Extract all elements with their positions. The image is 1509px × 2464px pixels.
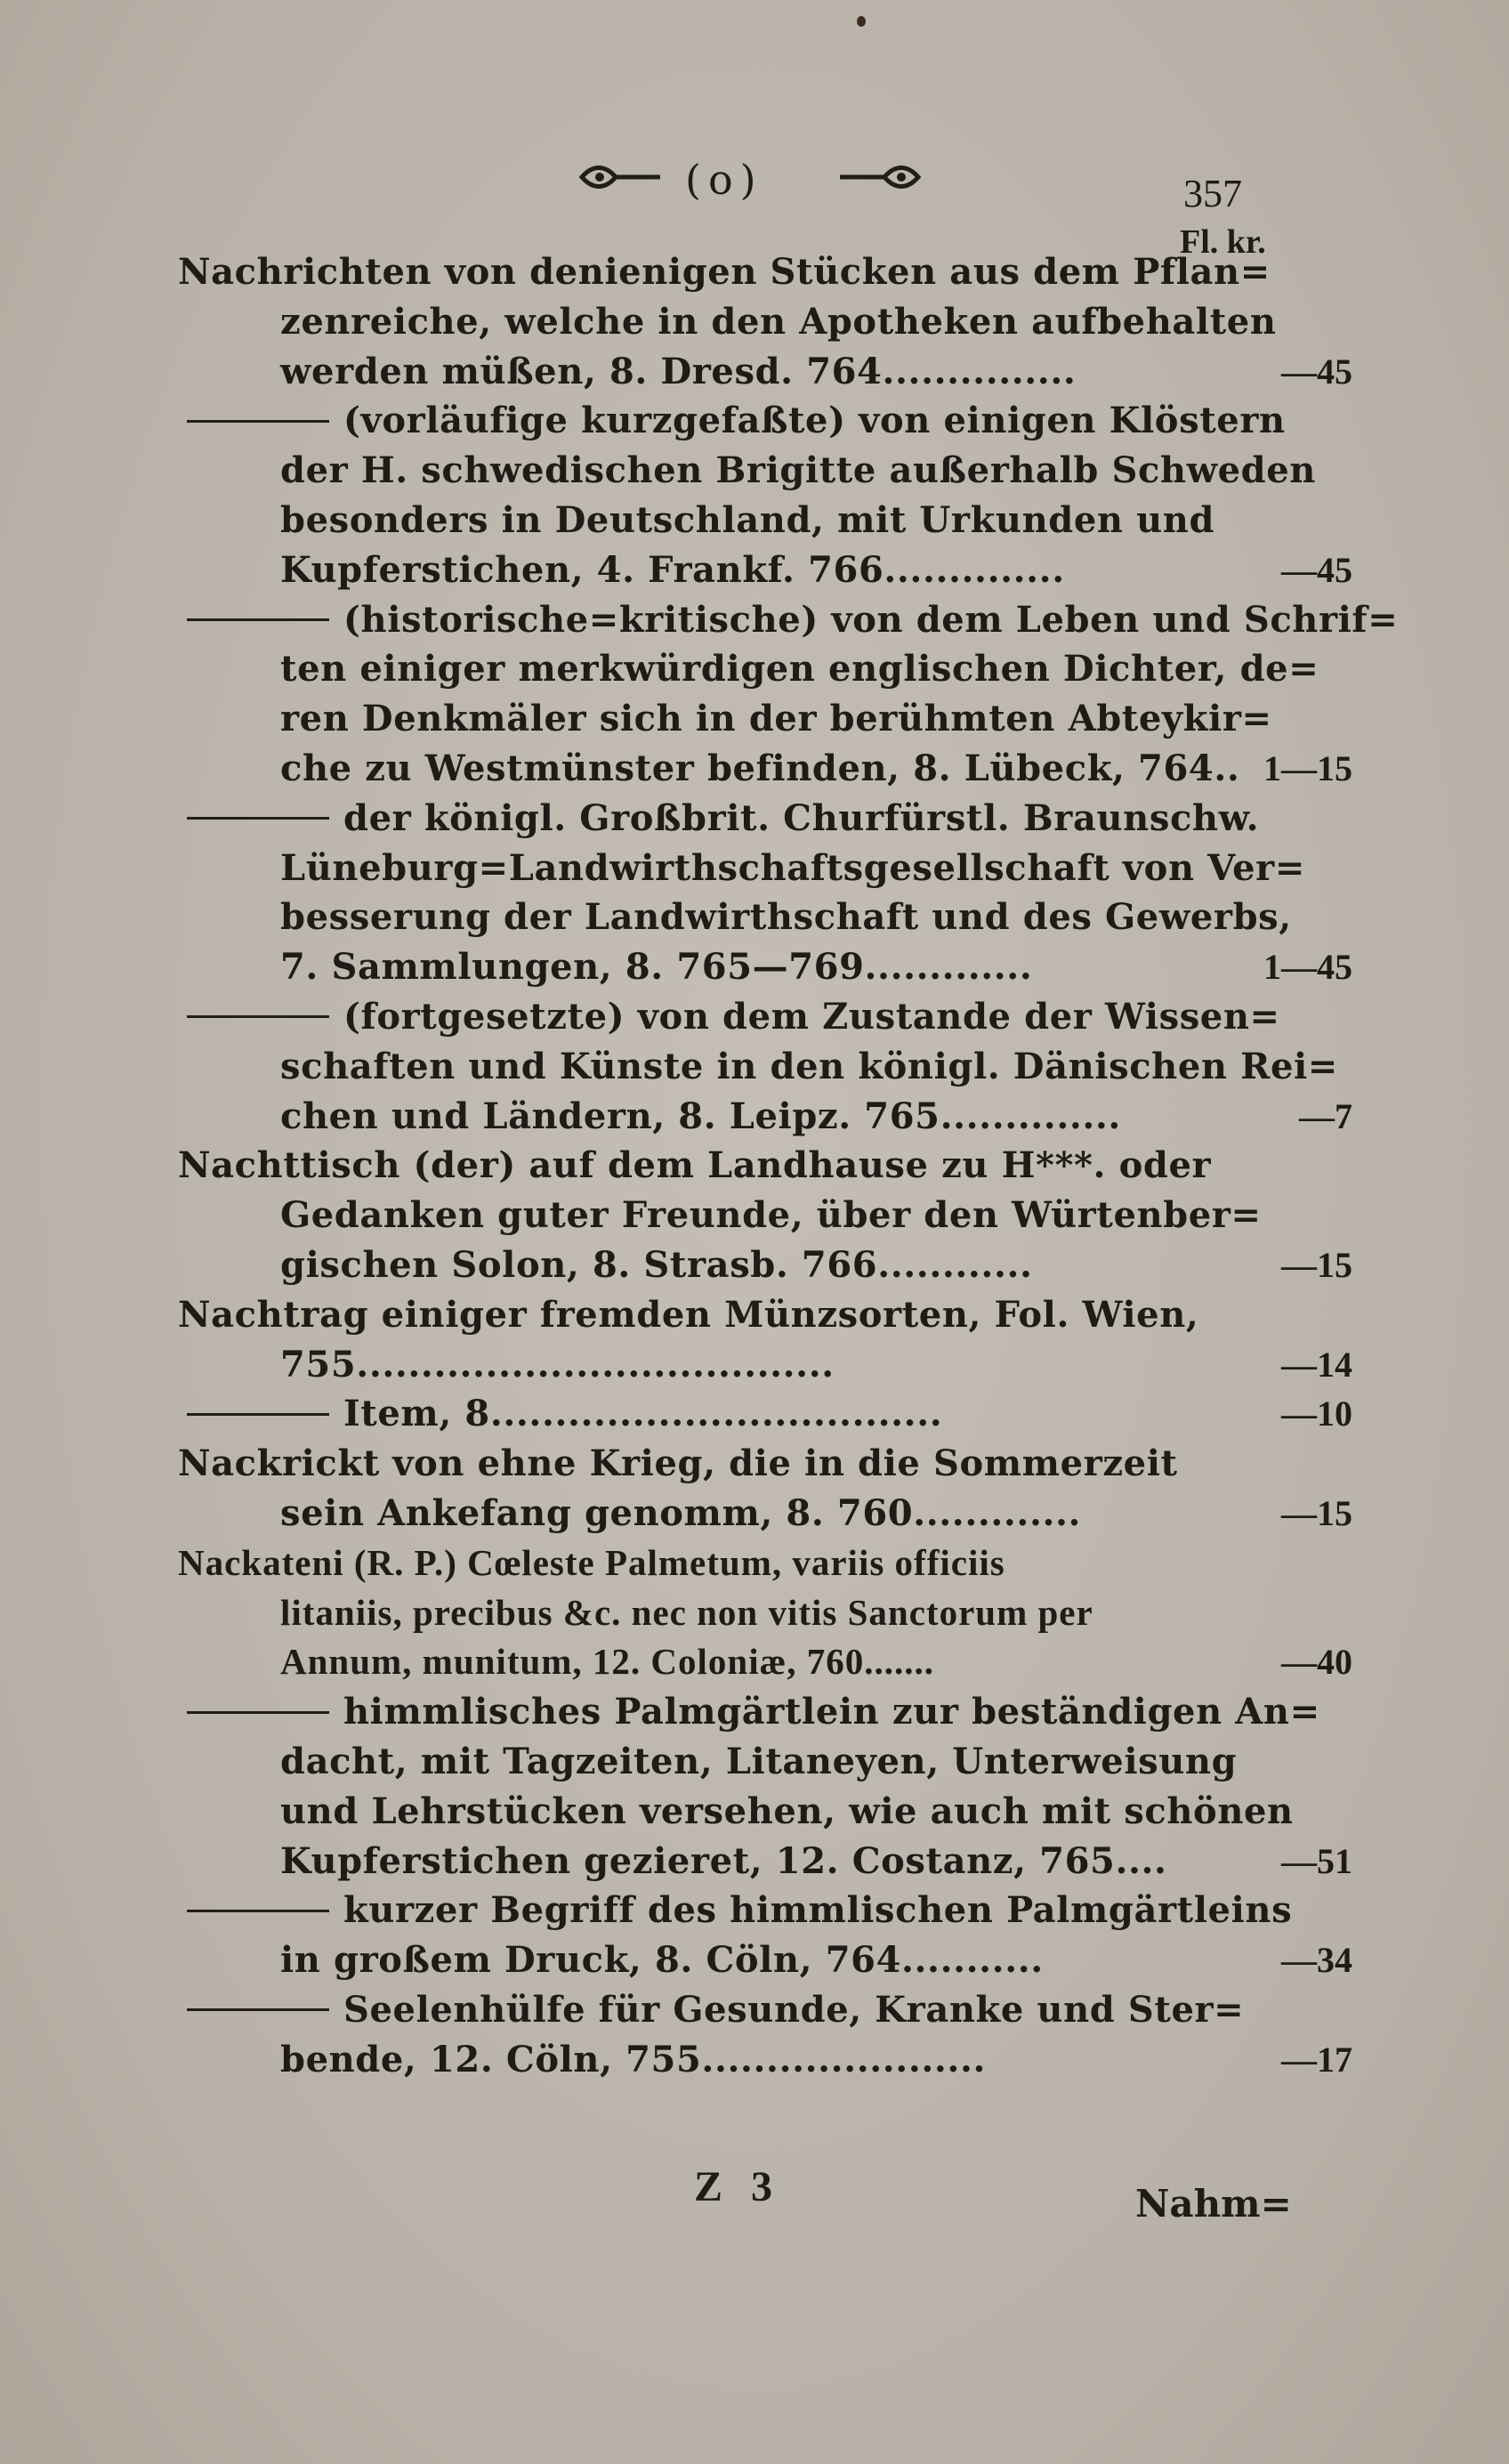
entry-line: [178, 347, 1277, 397]
repeat-dash: [187, 817, 329, 820]
entry-line: [178, 1290, 1199, 1340]
entry-price: —51: [1281, 1840, 1352, 1881]
catalog-entry: [178, 1389, 1352, 1439]
entry-text: werden müßen, 8. Dresd. 764...............: [280, 350, 1077, 392]
catalog-entry: [178, 247, 1352, 396]
entry-line: [178, 694, 1277, 744]
page-signature: (o): [685, 156, 763, 204]
entry-line: [178, 2035, 1277, 2085]
repeat-dash: [187, 1413, 329, 1416]
entry-line: [178, 1092, 1277, 1142]
entry-text: Gedanken guter Freunde, über den Würtenber=: [280, 1194, 1262, 1237]
catalog-entry: [178, 1290, 1352, 1390]
entry-text: und Lehrstücken versehen, wie auch mit schönen: [280, 1789, 1294, 1832]
catchword: Nahm=: [1135, 2182, 1292, 2226]
entry-text: schaften und Künste in den königl. Dänischen Rei=: [280, 1045, 1338, 1087]
entry-text: Kupferstichen, 4. Frankf. 766..............: [280, 548, 1065, 591]
entry-line: [178, 1985, 1245, 2035]
repeat-dash: [187, 1910, 329, 1912]
entry-text: kurzer Begriff des himmlischen Palmgärtleins: [343, 1889, 1293, 1932]
entry-price: —14: [1281, 1344, 1352, 1385]
entry-line: [178, 1935, 1277, 1985]
entry-price: —10: [1281, 1394, 1352, 1434]
repeat-dash: [187, 618, 329, 621]
entry-text: der königl. Großbrit. Churfürstl. Braunschw.: [343, 796, 1260, 839]
entry-line: [178, 1439, 1178, 1489]
entry-text: Nackrickt von ehne Krieg, die in die Sommerzeit: [178, 1442, 1178, 1485]
entry-line: [178, 1141, 1212, 1191]
entry-price: —45: [1281, 351, 1352, 392]
price-column-header: Fl. kr.: [1180, 223, 1266, 261]
entry-line: [178, 1489, 1277, 1539]
entry-text: sein Ankefang genomm, 8. 760.............: [280, 1491, 1082, 1534]
entry-text: in großem Druck, 8. Cöln, 764...........: [280, 1939, 1044, 1982]
entry-price: —15: [1281, 1244, 1352, 1285]
entry-text: Nachtrag einiger fremden Münzsorten, Fol. Wien,: [178, 1293, 1199, 1336]
catalog-entries: [178, 247, 1399, 2084]
page-number: 357: [1183, 172, 1242, 215]
ornament-right-icon: [836, 156, 922, 198]
entry-line: [178, 1886, 1293, 1935]
entry-line: [178, 396, 1286, 446]
entry-text: 7. Sammlungen, 8. 765—769.............: [280, 946, 1033, 989]
catalog-entry: [178, 396, 1352, 594]
entry-line: [178, 595, 1399, 645]
entry-text: Nackateni (R. P.) Cœleste Palmetum, variis officiis: [178, 1541, 1005, 1583]
entry-price: —34: [1281, 1940, 1352, 1981]
entry-line: [178, 297, 1277, 347]
catalog-entry: [178, 794, 1352, 992]
entry-text: Item, 8...................................: [343, 1393, 943, 1435]
entry-price: 1—15: [1263, 747, 1352, 788]
entry-price: —17: [1281, 2039, 1352, 2080]
ink-spot: [857, 16, 866, 27]
entry-line: [178, 1191, 1277, 1240]
catalog-entry: [178, 1985, 1352, 2085]
catalog-entry: [178, 1687, 1352, 1886]
entry-price: —15: [1281, 1492, 1352, 1533]
entry-text: der H. schwedischen Brigitte außerhalb Schweden: [280, 449, 1316, 492]
entry-line: [178, 1737, 1277, 1787]
entry-line: [178, 1042, 1338, 1092]
entry-line: [178, 1340, 1277, 1390]
entry-line: [178, 1588, 1277, 1638]
page-header: [578, 156, 952, 209]
entry-line: [178, 1687, 1320, 1737]
entry-text: (fortgesetzte) von dem Zustande der Wissen=: [343, 995, 1280, 1038]
entry-line: [178, 446, 1316, 496]
entry-line: [178, 545, 1277, 595]
entry-text: besonders in Deutschland, mit Urkunden und: [280, 498, 1215, 541]
entry-text: (historische=kritische) von dem Leben und Schrif=: [343, 598, 1399, 641]
entry-text: (vorläufige kurzgefaßte) von einigen Klöstern: [343, 400, 1286, 442]
entry-text: Nachttisch (der) auf dem Landhause zu H***. oder: [178, 1144, 1212, 1187]
entry-line: [178, 1837, 1277, 1886]
entry-line: [178, 1240, 1277, 1290]
entry-text: chen und Ländern, 8. Leipz. 765..............: [280, 1095, 1121, 1137]
catalog-entry: [178, 595, 1399, 794]
entry-text: Annum, munitum, 12. Coloniæ, 760.......: [280, 1641, 934, 1683]
footer-signature: Z 3: [694, 2163, 782, 2210]
entry-text: Kupferstichen gezieret, 12. Costanz, 765....: [280, 1839, 1167, 1882]
ornament-left-icon: [578, 156, 664, 198]
entry-line: [178, 1637, 1277, 1687]
catalog-entry: [178, 1141, 1352, 1289]
entry-text: 755.....................................: [280, 1343, 835, 1385]
entry-text: Seelenhülfe für Gesunde, Kranke und Ster=: [343, 1988, 1245, 2031]
entry-line: [178, 496, 1277, 545]
repeat-dash: [187, 1015, 329, 1018]
entry-text: ren Denkmäler sich in der berühmten Abteykir=: [280, 698, 1272, 740]
entry-text: bende, 12. Cöln, 755......................: [280, 2038, 986, 2080]
entry-line: [178, 744, 1277, 794]
catalog-entry: [178, 1886, 1352, 1985]
entry-text: ten einiger merkwürdigen englischen Dichter, de=: [280, 648, 1319, 691]
entry-line: [178, 992, 1280, 1042]
entry-text: che zu Westmünster befinden, 8. Lübeck, 764..: [280, 747, 1240, 789]
catalog-entry: [178, 1439, 1352, 1539]
entry-price: —40: [1281, 1642, 1352, 1683]
entry-price: 1—45: [1263, 947, 1352, 988]
entry-line: [178, 644, 1319, 694]
repeat-dash: [187, 2008, 329, 2011]
entry-text: Nachrichten von denienigen Stücken aus dem Pflan=: [178, 251, 1271, 293]
catalog-entry: [178, 992, 1352, 1141]
entry-line: [178, 893, 1292, 942]
repeat-dash: [187, 420, 329, 423]
entry-line: [178, 942, 1277, 992]
entry-line: [178, 1539, 1174, 1588]
entry-price: —7: [1299, 1095, 1352, 1136]
entry-line: [178, 1787, 1294, 1837]
entry-line: [178, 844, 1305, 893]
entry-text: zenreiche, welche in den Apotheken aufbehalten: [280, 300, 1277, 343]
entry-line: [178, 1389, 1174, 1439]
entry-text: Lüneburg=Landwirthschaftsgesellschaft von Ver=: [280, 846, 1305, 889]
entry-line: [178, 794, 1260, 844]
entry-text: gischen Solon, 8. Strasb. 766............: [280, 1243, 1033, 1286]
entry-text: litaniis, precibus &c. nec non vitis Sanctorum per: [280, 1591, 1093, 1633]
catalog-entry: [178, 1539, 1352, 1687]
repeat-dash: [187, 1711, 329, 1714]
entry-price: —45: [1281, 549, 1352, 590]
entry-text: besserung der Landwirthschaft und des Gewerbs,: [280, 896, 1292, 939]
entry-text: himmlisches Palmgärtlein zur beständigen An=: [343, 1691, 1320, 1733]
entry-text: dacht, mit Tagzeiten, Litaneyen, Unterweisung: [280, 1740, 1238, 1782]
entry-line: [178, 247, 1271, 297]
